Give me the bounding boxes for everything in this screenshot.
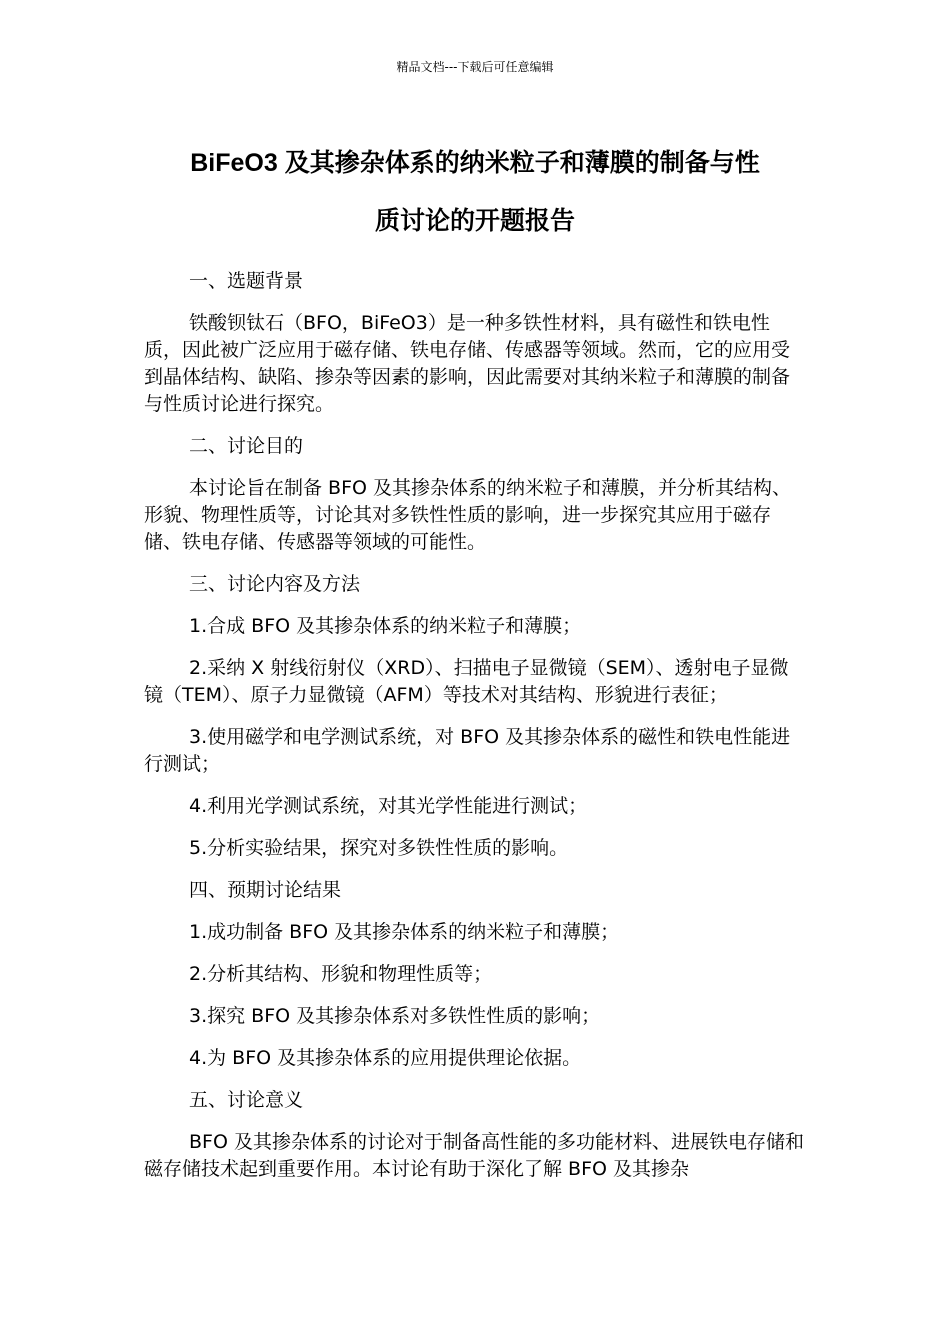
list-item: 1.成功制备 BFO 及其掺杂体系的纳米粒子和薄膜；: [189, 921, 620, 943]
title-line-1: BiFeO3 及其掺杂体系的纳米粒子和薄膜的制备与性: [190, 149, 760, 177]
list-item: 2.采纳 X 射线衍射仪（XRD）、扫描电子显微镜（SEM）、透射电子显微镜（TEM）、原子力显微镜（AFM）等技术对其结构、形貌进行表征；: [144, 657, 789, 706]
list-item: 4.利用光学测试系统，对其光学性能进行测试；: [189, 795, 588, 817]
document-body: [144, 268, 804, 1198]
section-heading-background: 一、选题背景: [189, 270, 304, 292]
title-line-2: 质讨论的开题报告: [374, 207, 575, 235]
section-heading-significance: 五、讨论意义: [189, 1089, 304, 1111]
section-heading-results: 四、预期讨论结果: [189, 879, 342, 901]
paragraph-background: 铁酸钡钛石（BFO，BiFeO3）是一种多铁性材料，具有磁性和铁电性质，因此被广泛应用于磁存储、铁电存储、传感器等领域。然而，它的应用受到晶体结构、缺陷、掺杂等因素的影响，因此需要对其纳米粒子和薄膜的制备与性质讨论进行探究。: [144, 312, 791, 415]
paragraph-significance: BFO 及其掺杂体系的讨论对于制备高性能的多功能材料、进展铁电存储和磁存储技术起到重要作用。本讨论有助于深化了解 BFO 及其掺杂: [144, 1131, 804, 1180]
list-item: 3.探究 BFO 及其掺杂体系对多铁性性质的影响；: [189, 1005, 601, 1027]
document-title: [140, 134, 810, 250]
list-item: 1.合成 BFO 及其掺杂体系的纳米粒子和薄膜；: [189, 615, 582, 637]
list-item: 4.为 BFO 及其掺杂体系的应用提供理论依据。: [189, 1047, 582, 1069]
list-item: 2.分析其结构、形貌和物理性质等；: [189, 963, 493, 985]
section-heading-purpose: 二、讨论目的: [189, 435, 304, 457]
list-item: 5.分析实验结果，探究对多铁性性质的影响。: [189, 837, 569, 859]
section-heading-methods: 三、讨论内容及方法: [189, 573, 361, 595]
list-item: 3.使用磁学和电学测试系统，对 BFO 及其掺杂体系的磁性和铁电性能进行测试；: [144, 726, 791, 775]
page-header: 精品文档---下载后可任意编辑: [396, 60, 554, 74]
paragraph-purpose: 本讨论旨在制备 BFO 及其掺杂体系的纳米粒子和薄膜，并分析其结构、形貌、物理性质等，讨论其对多铁性性质的影响，进一步探究其应用于磁存储、铁电存储、传感器等领域的可能性。: [144, 477, 791, 553]
